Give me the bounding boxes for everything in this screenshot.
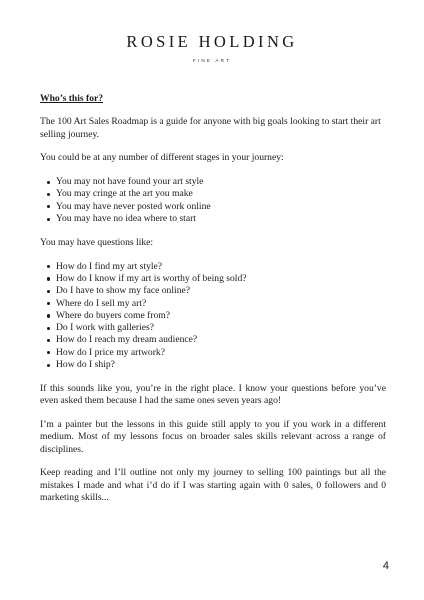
list-item: How do I reach my dream audience?: [56, 334, 386, 346]
keep-reading-paragraph: Keep reading and I’ll outline not only my journey to selling 100 paintings but all the mistakes I made and what i’d do if I was starting again with 0 sales, 0 followers and 0 marketing skills...: [40, 467, 386, 503]
document-body: [40, 93, 386, 516]
list-item: How do I ship?: [56, 359, 386, 371]
list-item: Where do I sell my art?: [56, 298, 386, 310]
list-item: Do I have to show my face online?: [56, 285, 386, 297]
list-item: How do I find my art style?: [56, 261, 386, 273]
questions-list: [40, 261, 386, 372]
brand-subtitle: FINE ART: [192, 58, 232, 63]
list-item: You may not have found your art style: [56, 176, 386, 188]
questions-lead: You may have questions like:: [40, 236, 154, 248]
stages-lead: You could be at any number of different stages in your journey:: [40, 152, 284, 164]
right-place-paragraph: If this sounds like you, you’re in the right place. I know your questions before you’ve even asked them because I had the same ones seven years ago!: [40, 382, 386, 407]
painter-paragraph: I’m a painter but the lessons in this guide still apply to you if you work in a different medium. Most of my lessons focus on broader sales skills relevant across a range of disciplines.: [40, 418, 386, 455]
list-item: How do I know if my art is worthy of being sold?: [56, 273, 386, 285]
list-item: Do I work with galleries?: [56, 322, 386, 334]
brand-header: [0, 33, 424, 64]
list-item: You may have no idea where to start: [56, 213, 386, 225]
page-number: 4: [382, 560, 389, 572]
brand-name: ROSIE HOLDING: [126, 32, 298, 51]
list-item: You may have never posted work online: [56, 201, 386, 213]
list-item: Where do buyers come from?: [56, 310, 386, 322]
intro-paragraph: The 100 Art Sales Roadmap is a guide for anyone with big goals looking to start their art selling journey.: [40, 116, 381, 140]
section-heading: Who’s this for?: [40, 93, 104, 104]
stages-list: [40, 176, 386, 225]
list-item: How do I price my artwork?: [56, 347, 386, 359]
list-item: You may cringe at the art you make: [56, 188, 386, 200]
